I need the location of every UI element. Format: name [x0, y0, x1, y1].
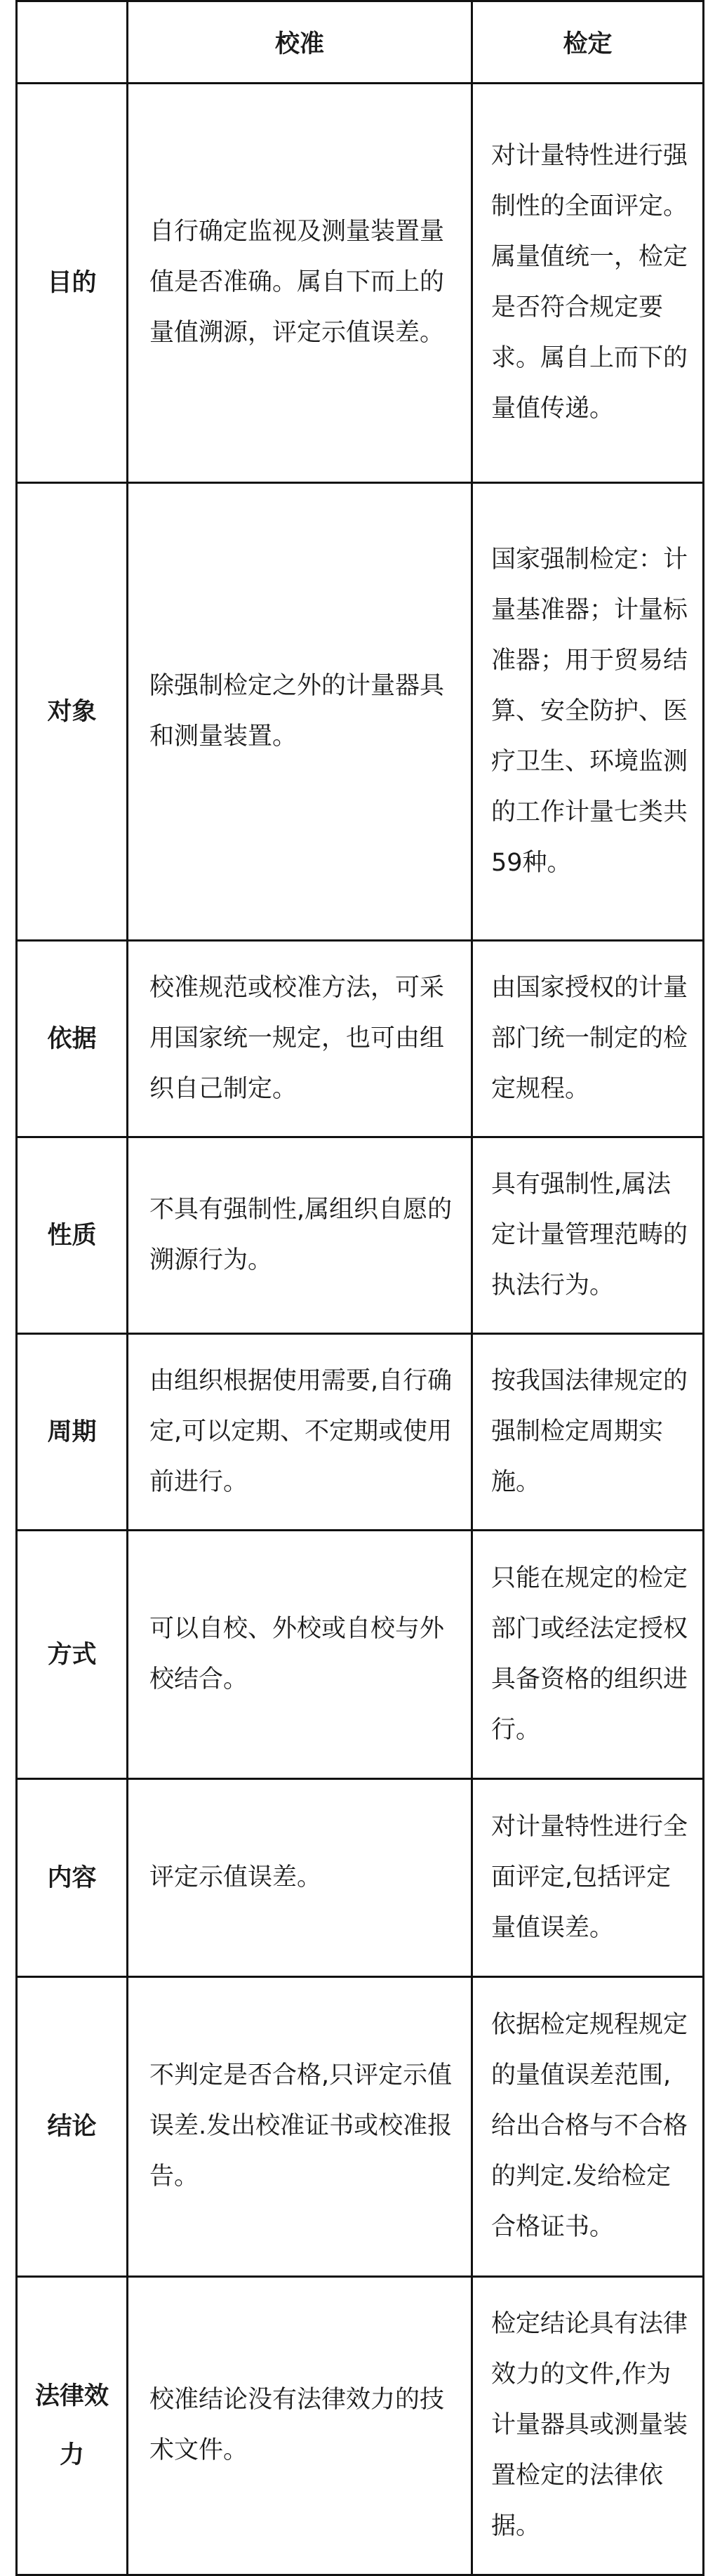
table-row-legal-effect [17, 2277, 704, 2575]
row-label: 结论 [17, 1977, 128, 2277]
calibration-cell: 不判定是否合格,只评定示值误差.发出校准证书或校准报告。 [128, 1977, 472, 2277]
table-row-object [17, 483, 704, 941]
calibration-cell: 校准规范或校准方法，可采用国家统一规定，也可由组织自己制定。 [128, 941, 472, 1137]
calibration-cell: 校准结论没有法律效力的技术文件。 [128, 2277, 472, 2575]
table-row-nature [17, 1137, 704, 1334]
table-row-basis [17, 941, 704, 1137]
row-label: 周期 [17, 1334, 128, 1531]
table-row-period [17, 1334, 704, 1531]
verification-cell: 依据检定规程规定的量值误差范围,给出合格与不合格的判定.发给检定合格证书。 [472, 1977, 704, 2277]
verification-cell: 检定结论具有法律效力的文件,作为计量器具或测量装置检定的法律依据。 [472, 2277, 704, 2575]
row-label: 对象 [17, 483, 128, 941]
verification-cell: 只能在规定的检定部门或经法定授权具备资格的组织进行。 [472, 1531, 704, 1779]
verification-cell: 对计量特性进行强制性的全面评定。属量值统一，检定是否符合规定要求。属自上而下的量值传递。 [472, 84, 704, 483]
table-row-content [17, 1779, 704, 1977]
comparison-table [15, 0, 704, 2576]
header-blank-cell [17, 1, 128, 84]
table-row-purpose [17, 84, 704, 483]
calibration-cell: 除强制检定之外的计量器具和测量装置。 [128, 483, 472, 941]
header-verification: 检定 [472, 1, 704, 84]
verification-cell: 国家强制检定：计量基准器；计量标准器；用于贸易结算、安全防护、医疗卫生、环境监测的工作计量七类共59种。 [472, 483, 704, 941]
verification-cell: 对计量特性进行全面评定,包括评定量值误差。 [472, 1779, 704, 1977]
header-calibration: 校准 [128, 1, 472, 84]
table-row-method [17, 1531, 704, 1779]
table-row-conclusion [17, 1977, 704, 2277]
verification-cell: 按我国法律规定的强制检定周期实施。 [472, 1334, 704, 1531]
row-label: 内容 [17, 1779, 128, 1977]
verification-cell: 具有强制性,属法定计量管理范畴的执法行为。 [472, 1137, 704, 1334]
verification-cell: 由国家授权的计量部门统一制定的检定规程。 [472, 941, 704, 1137]
row-label: 法律效力 [17, 2277, 128, 2575]
row-label: 性质 [17, 1137, 128, 1334]
calibration-cell: 评定示值误差。 [128, 1779, 472, 1977]
calibration-cell: 由组织根据使用需要,自行确定,可以定期、不定期或使用前进行。 [128, 1334, 472, 1531]
calibration-cell: 自行确定监视及测量装置量值是否准确。属自下而上的量值溯源，评定示值误差。 [128, 84, 472, 483]
row-label: 目的 [17, 84, 128, 483]
row-label: 方式 [17, 1531, 128, 1779]
calibration-cell: 不具有强制性,属组织自愿的溯源行为。 [128, 1137, 472, 1334]
table-header-row [17, 1, 704, 84]
row-label: 依据 [17, 941, 128, 1137]
calibration-cell: 可以自校、外校或自校与外校结合。 [128, 1531, 472, 1779]
